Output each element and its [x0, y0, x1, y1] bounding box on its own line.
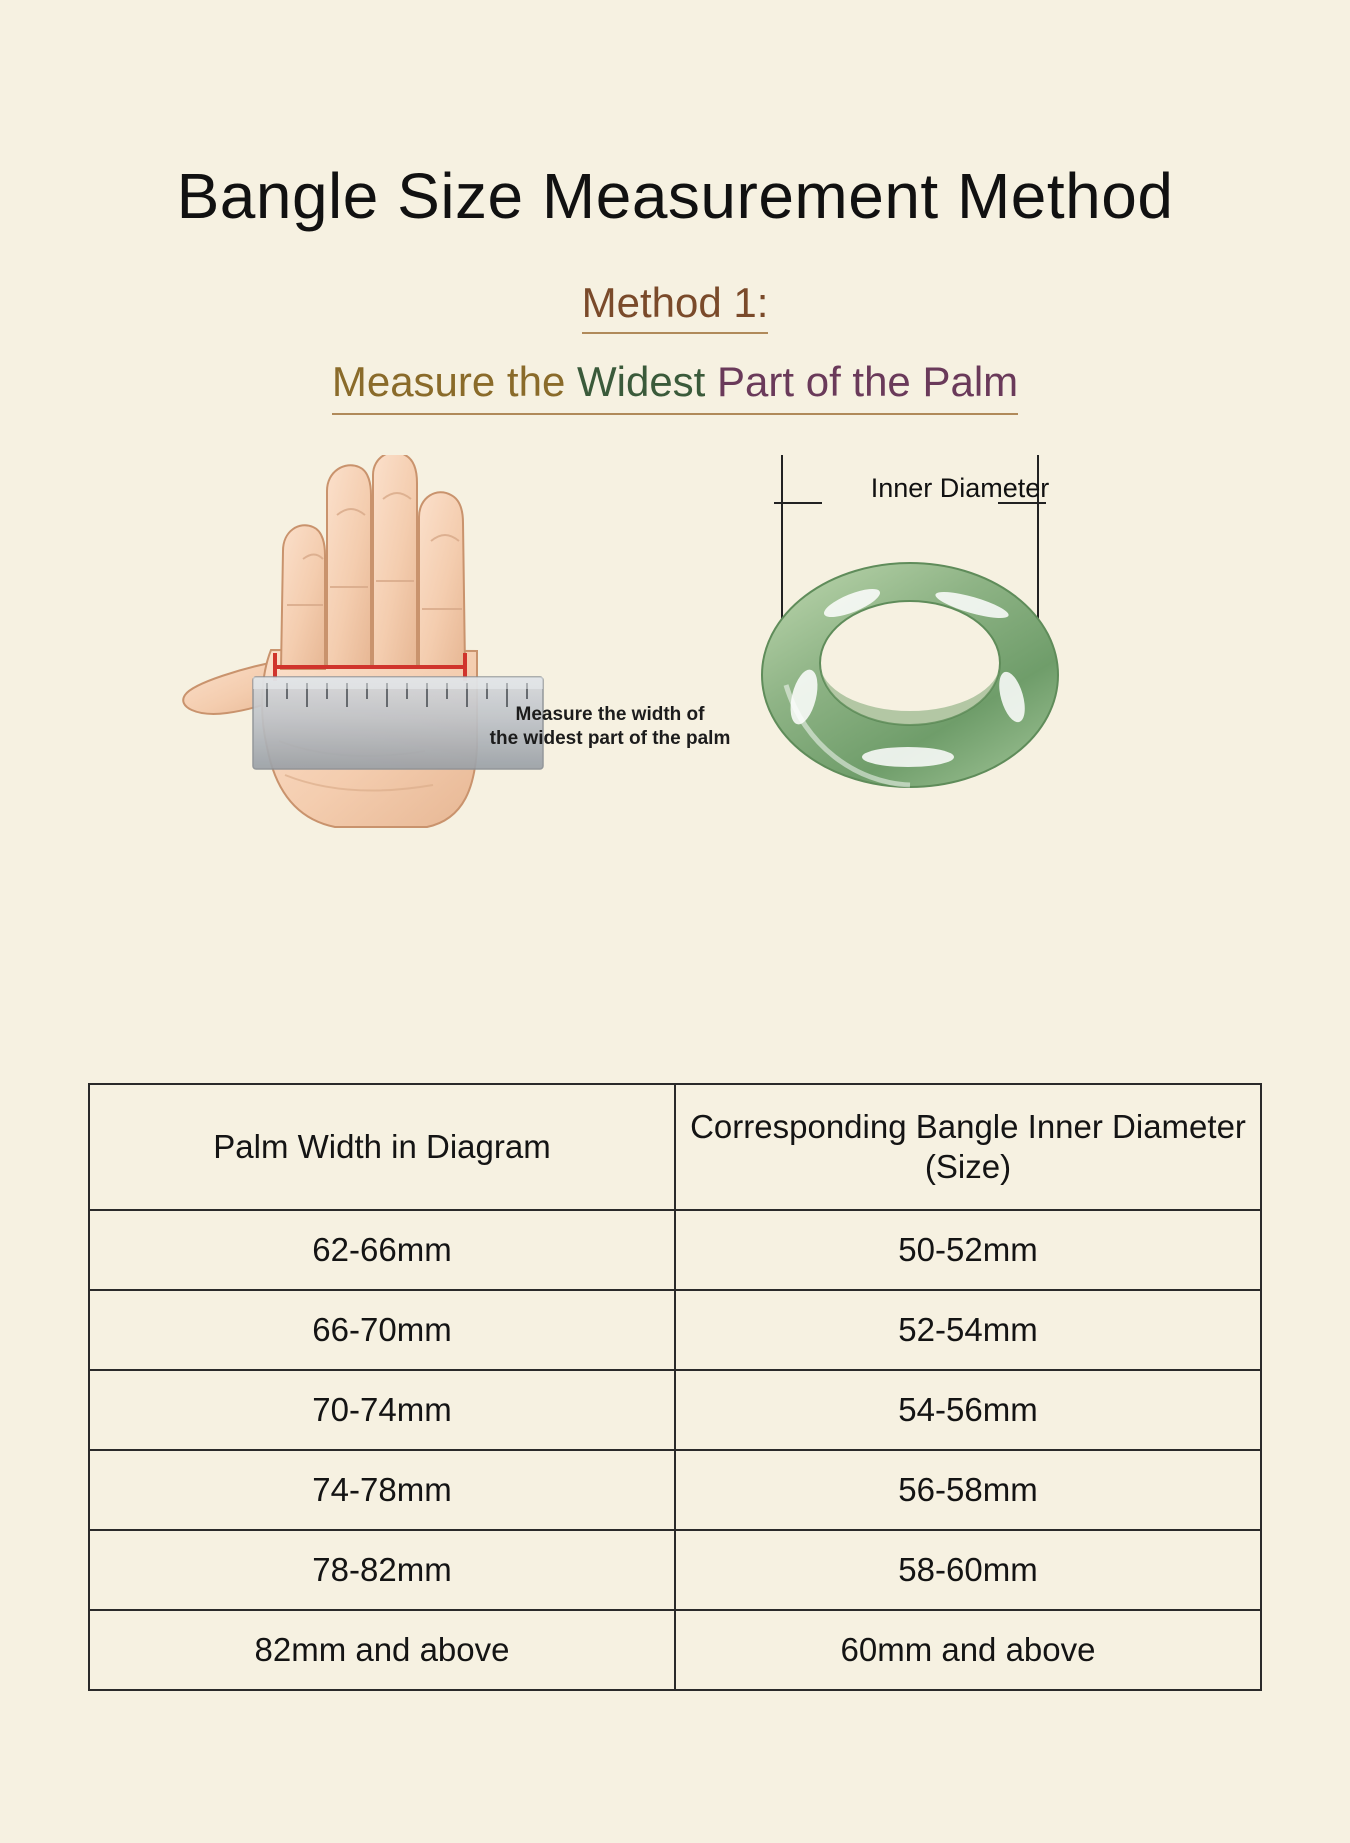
method-subtitle-part1: Measure the — [331, 358, 577, 406]
table-row — [89, 1450, 1261, 1530]
cell-inner-diameter: 54-56mm — [675, 1370, 1261, 1450]
table-row — [89, 1610, 1261, 1690]
bangle-body — [762, 563, 1058, 787]
size-table — [88, 1083, 1262, 1692]
method-sub-row — [0, 334, 1350, 415]
cell-palm-width: 70-74mm — [89, 1370, 675, 1450]
hand-measurement-illustration — [175, 455, 731, 875]
hand-svg — [175, 455, 655, 875]
bangle-svg — [760, 445, 1160, 875]
hand-caption-line1: Measure the width of — [515, 703, 705, 725]
cell-inner-diameter: 60mm and above — [675, 1610, 1261, 1690]
hand-caption-line2: the widest part of the palm — [489, 727, 731, 749]
header-palm-width: Palm Width in Diagram — [89, 1084, 675, 1211]
table-row — [89, 1290, 1261, 1370]
method-heading-block — [0, 278, 1350, 415]
cell-inner-diameter: 50-52mm — [675, 1210, 1261, 1290]
method-subtitle-part3: Part of the Palm — [717, 358, 1019, 406]
ruler — [253, 677, 543, 769]
method-label-row — [0, 278, 1350, 334]
table-row — [89, 1210, 1261, 1290]
cell-palm-width: 82mm and above — [89, 1610, 675, 1690]
cell-palm-width: 62-66mm — [89, 1210, 675, 1290]
table-row — [89, 1530, 1261, 1610]
hand-shape — [183, 455, 477, 827]
inner-diameter-label: Inner Diameter — [870, 472, 1050, 503]
cell-inner-diameter: 56-58mm — [675, 1450, 1261, 1530]
cell-palm-width: 74-78mm — [89, 1450, 675, 1530]
cell-palm-width: 78-82mm — [89, 1530, 675, 1610]
header-inner-diameter: Corresponding Bangle Inner Diameter (Size) — [675, 1084, 1261, 1211]
bangle-illustration — [760, 445, 1160, 875]
cell-inner-diameter: 58-60mm — [675, 1530, 1261, 1610]
cell-inner-diameter: 52-54mm — [675, 1290, 1261, 1370]
table-row — [89, 1370, 1261, 1450]
poster-root — [0, 43, 1350, 1843]
method-label: Method 1: — [582, 278, 769, 334]
method-subtitle — [332, 356, 1018, 415]
page-title: Bangle Size Measurement Method — [176, 159, 1174, 232]
method-subtitle-part2: Widest — [576, 358, 718, 406]
table-header-row — [89, 1084, 1261, 1211]
illustration-row — [0, 455, 1350, 875]
cell-palm-width: 66-70mm — [89, 1290, 675, 1370]
